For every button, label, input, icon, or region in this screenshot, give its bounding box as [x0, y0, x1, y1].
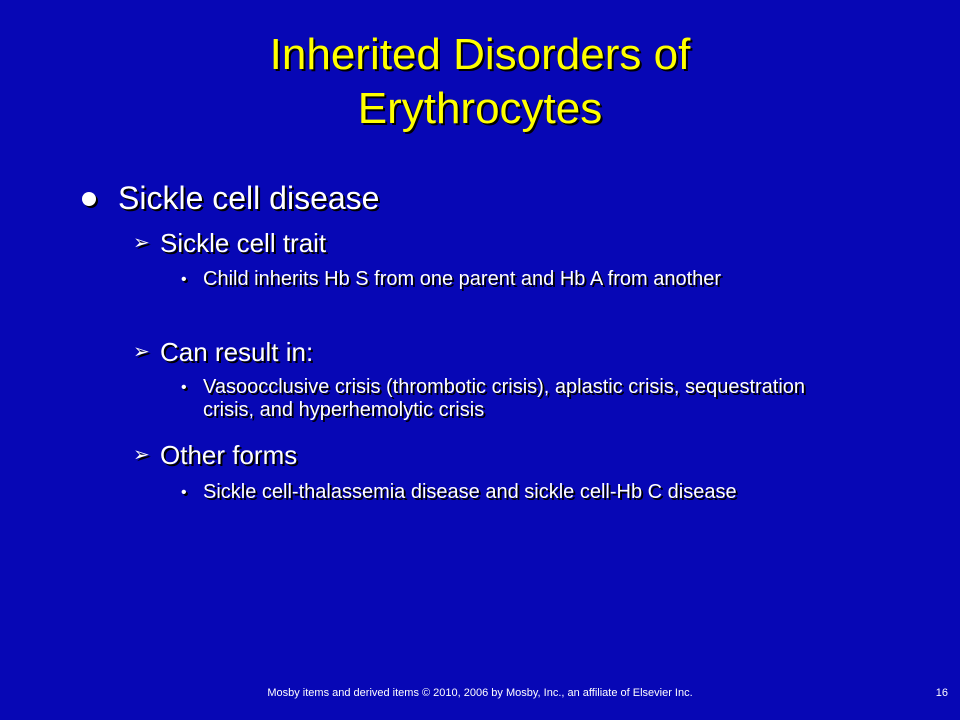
- bullet-vasoocclusive: [181, 376, 861, 422]
- dot-bullet-icon: •: [181, 379, 187, 396]
- bullet-child-inherits: [181, 268, 861, 291]
- dot-bullet-icon: •: [181, 271, 187, 288]
- title-line-2: Erythrocytes: [357, 84, 603, 133]
- arrowhead-bullet-icon: ➢: [133, 341, 150, 363]
- page-number: 16: [935, 687, 948, 699]
- bullet-text: Sickle cell trait: [160, 228, 327, 258]
- bullet-text: Sickle cell disease: [118, 180, 380, 216]
- bullet-sickle-thalassemia: [181, 481, 861, 504]
- arrowhead-bullet-icon: ➢: [133, 444, 150, 466]
- bullet-text: Other forms: [160, 440, 298, 470]
- round-bullet-icon: [82, 192, 96, 206]
- bullet-text: Child inherits Hb S from one parent and Hb A from another: [203, 268, 722, 290]
- copyright-footer: Mosby items and derived items © 2010, 2006 by Mosby, Inc., an affiliate of Elsevier Inc.: [267, 687, 693, 699]
- bullet-text: Can result in:: [160, 337, 314, 367]
- arrowhead-bullet-icon: ➢: [133, 232, 150, 254]
- bullet-text: Sickle cell-thalassemia disease and sickle cell-Hb C disease: [203, 481, 737, 503]
- dot-bullet-icon: •: [181, 484, 187, 501]
- title-line-1: Inherited Disorders of: [269, 30, 691, 79]
- bullet-text: Vasoocclusive crisis (thrombotic crisis), aplastic crisis, sequestration crisis, and hyperhemolytic crisis: [203, 376, 806, 421]
